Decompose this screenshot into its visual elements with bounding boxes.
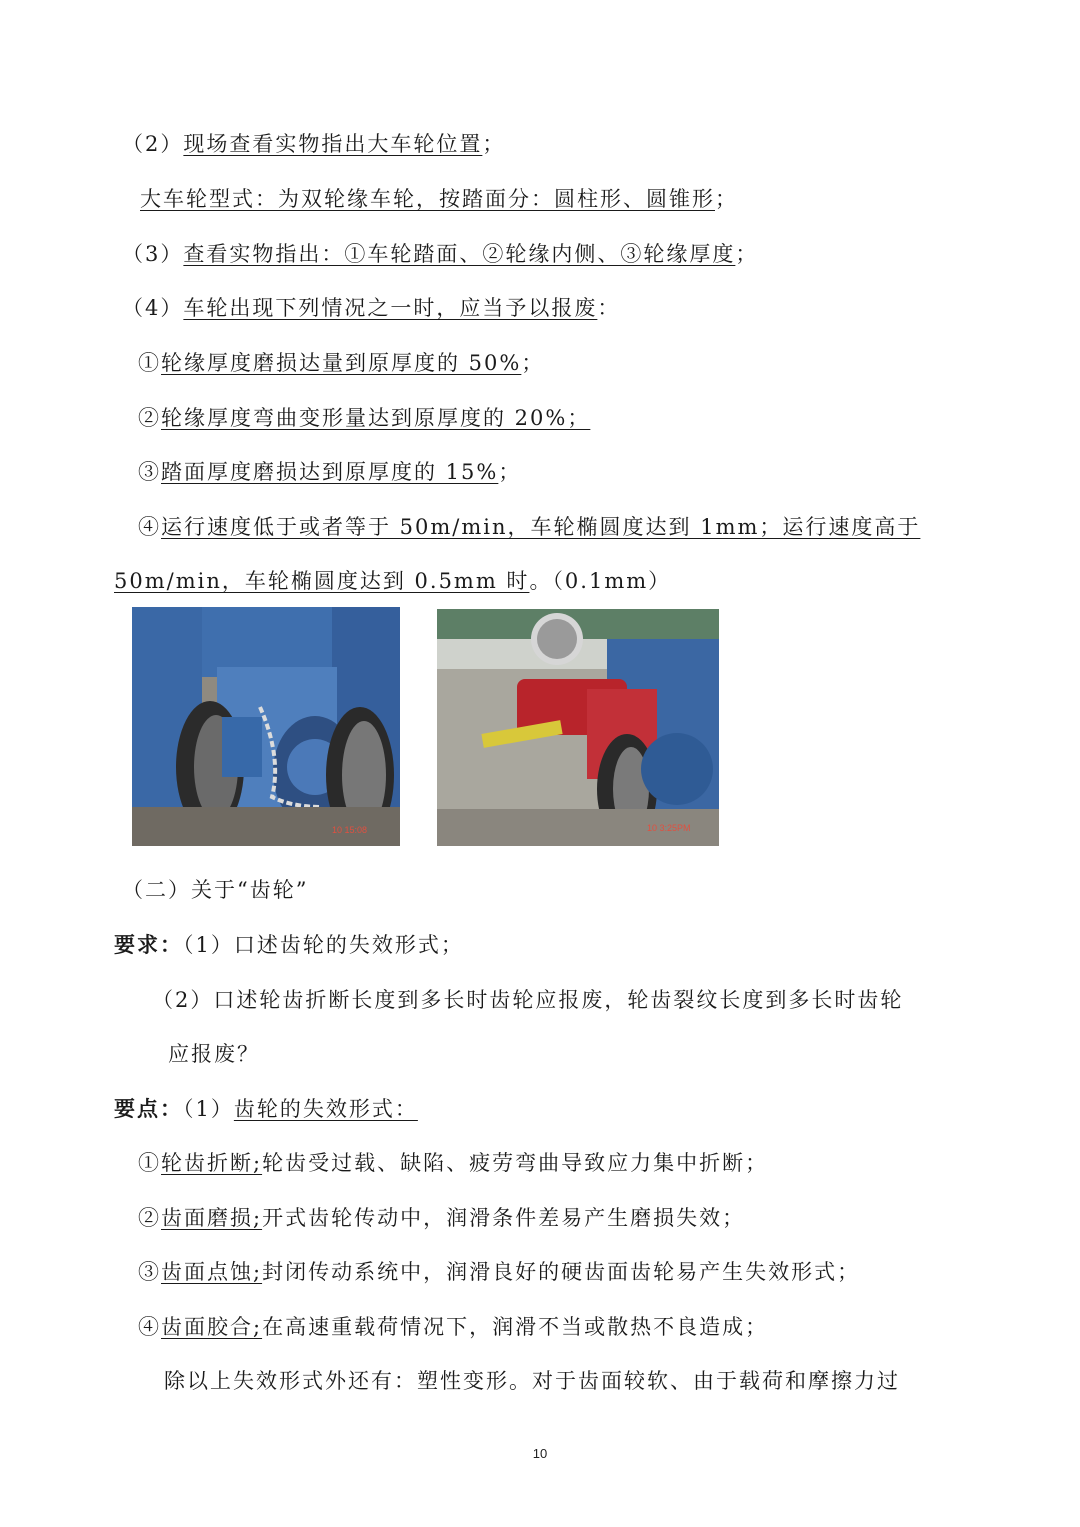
gear-heading-text: （二）关于“齿轮” bbox=[122, 878, 309, 902]
failure-4-mark: ④ bbox=[138, 1315, 161, 1339]
failure-2-desc: 开式齿轮传动中，润滑条件差易产生磨损失效； bbox=[262, 1206, 746, 1230]
failure-1-name: 轮齿折断; bbox=[161, 1151, 263, 1175]
gear-heading bbox=[122, 876, 308, 904]
wheel-puller-image bbox=[437, 609, 719, 846]
failure-mode-3 bbox=[138, 1258, 860, 1286]
requirement-1 bbox=[114, 931, 464, 959]
item-4-prefix: （4） bbox=[122, 296, 184, 320]
condition-4-line-2: 50m/min，车轮椭圆度达到 0.5mm 时 bbox=[114, 569, 530, 593]
failure-mode-2 bbox=[138, 1204, 745, 1232]
condition-1-text: 轮缘厚度磨损达量到原厚度的 50% bbox=[161, 351, 522, 375]
left-photo-stamp: 10 15:08 bbox=[332, 825, 368, 835]
item-2-end: ； bbox=[482, 132, 506, 156]
wheel-type bbox=[140, 185, 738, 213]
item-4-text: 车轮出现下列情况之一时，应当予以报废 bbox=[183, 296, 598, 320]
condition-3-text: 踏面厚度磨损达到原厚度的 15% bbox=[161, 460, 499, 484]
failure-1-mark: ① bbox=[138, 1151, 161, 1175]
condition-4-tail: 。（0.1mm） bbox=[529, 569, 672, 593]
requirement-2-line-1: （2）口述轮齿折断长度到多长时齿轮应报废，轮齿裂纹长度到多长时齿轮 bbox=[152, 988, 904, 1012]
wheel-photo-left bbox=[132, 607, 400, 846]
failure-3-mark: ③ bbox=[138, 1260, 161, 1284]
other-failure-modes bbox=[164, 1367, 900, 1395]
condition-3-end: ； bbox=[498, 460, 522, 484]
condition-4-mark: ④ bbox=[138, 515, 161, 539]
wheel-type-text: 大车轮型式：为双轮缘车轮，按踏面分：圆柱形、圆锥形 bbox=[140, 187, 715, 211]
item-4-end: ： bbox=[597, 296, 621, 320]
condition-1-end: ； bbox=[521, 351, 545, 375]
failure-4-name: 齿面胶合; bbox=[161, 1315, 263, 1339]
failure-1-desc: 轮齿受过载、缺陷、疲劳弯曲导致应力集中折断； bbox=[262, 1151, 769, 1175]
condition-4-line-1: 运行速度低于或者等于 50m/min，车轮椭圆度达到 1mm；运行速度高于 bbox=[161, 515, 921, 539]
item-3-text: 查看实物指出：①车轮踏面、②轮缘内侧、③轮缘厚度 bbox=[183, 242, 736, 266]
key-point-1 bbox=[114, 1095, 418, 1123]
condition-1-mark: ① bbox=[138, 351, 161, 375]
scrap-condition-4-cont bbox=[114, 567, 671, 595]
failure-3-desc: 封闭传动系统中，润滑良好的硬齿面齿轮易产生失效形式； bbox=[262, 1260, 861, 1284]
item-3-end: ； bbox=[735, 242, 759, 266]
failure-mode-1 bbox=[138, 1149, 768, 1177]
condition-2-text: 轮缘厚度弯曲变形量达到原厚度的 20%； bbox=[161, 406, 591, 430]
failure-2-mark: ② bbox=[138, 1206, 161, 1230]
scrap-condition-3 bbox=[138, 458, 521, 486]
condition-3-mark: ③ bbox=[138, 460, 161, 484]
requirement-2 bbox=[152, 986, 903, 1014]
item-3 bbox=[122, 240, 758, 268]
wheel-photo-right bbox=[437, 609, 719, 846]
page-number: 10 bbox=[532, 1446, 548, 1461]
key-point-1-text: 齿轮的失效形式： bbox=[233, 1097, 418, 1121]
item-2-prefix: （2） bbox=[122, 132, 184, 156]
item-2-text: 现场查看实物指出大车轮位置 bbox=[183, 132, 483, 156]
requirement-1-text: （1）口述齿轮的失效形式； bbox=[183, 933, 464, 957]
failure-3-name: 齿面点蚀; bbox=[161, 1260, 263, 1284]
failure-2-name: 齿面磨损; bbox=[161, 1206, 263, 1230]
condition-2-mark: ② bbox=[138, 406, 161, 430]
item-2 bbox=[122, 130, 505, 158]
requirement-2-line-2: 应报废？ bbox=[168, 1042, 260, 1066]
other-failure-text: 除以上失效形式外还有：塑性变形。对于齿面较软、由于载荷和摩擦力过 bbox=[164, 1369, 900, 1393]
item-3-prefix: （3） bbox=[122, 242, 184, 266]
key-point-1-prefix: （1） bbox=[183, 1097, 234, 1121]
item-4 bbox=[122, 294, 620, 322]
requirement-label: 要求： bbox=[114, 932, 183, 957]
failure-4-desc: 在高速重载荷情况下，润滑不当或散热不良造成； bbox=[262, 1315, 769, 1339]
wheel-type-end: ； bbox=[715, 187, 738, 211]
failure-mode-4 bbox=[138, 1313, 768, 1341]
crane-wheel-chain-image bbox=[132, 607, 400, 846]
key-point-label: 要点： bbox=[114, 1096, 183, 1121]
scrap-condition-1 bbox=[138, 349, 544, 377]
scrap-condition-4 bbox=[138, 513, 920, 541]
right-photo-stamp: 10 3:25PM bbox=[647, 823, 691, 833]
scrap-condition-2 bbox=[138, 404, 590, 432]
requirement-2-cont bbox=[168, 1040, 260, 1068]
